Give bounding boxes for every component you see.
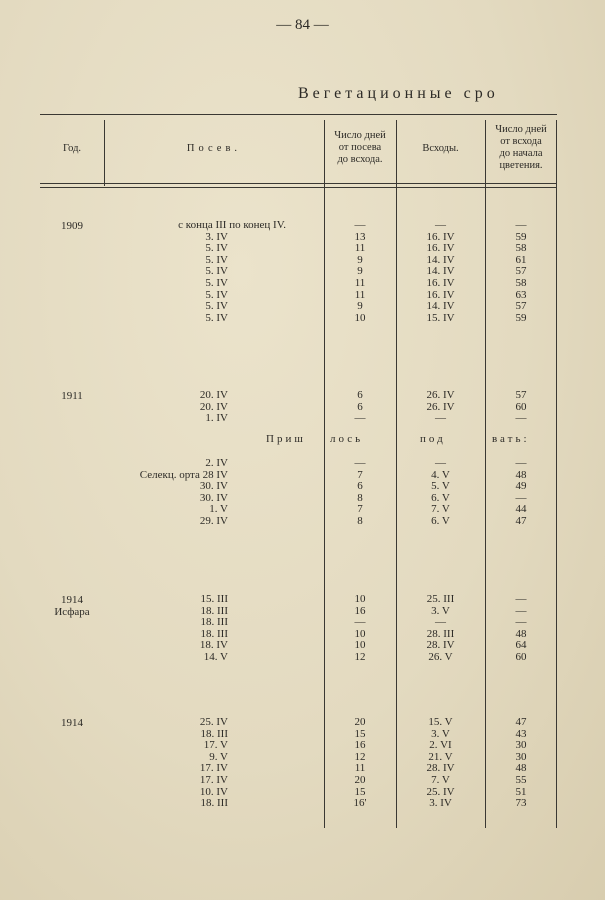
days-to-flowering-cell: 48 bbox=[515, 762, 527, 775]
emergence-cell: 26. IV bbox=[426, 400, 455, 413]
days-to-flowering-cell: 58 bbox=[515, 242, 527, 255]
location-label: Исфара bbox=[54, 605, 90, 618]
table-top-rule bbox=[40, 114, 557, 115]
days-to-flowering-cell: 73 bbox=[515, 797, 527, 810]
emergence-cell: 16. IV bbox=[426, 277, 455, 289]
days-to-emergence-cell: 20 bbox=[354, 774, 366, 786]
emergence-cell: — bbox=[435, 412, 446, 425]
emergence-cell: 26. IV bbox=[426, 389, 455, 401]
sowing-cell: 5. IV bbox=[205, 311, 228, 324]
days-to-emergence-cell: 11 bbox=[354, 288, 366, 301]
sowing-cell: 29. IV bbox=[199, 515, 228, 527]
days-to-emergence-cell: — bbox=[354, 457, 366, 469]
emergence-cell: 28. IV bbox=[426, 762, 455, 775]
sowing-cell: 17. IV bbox=[199, 762, 228, 775]
sowing-cell: 10. IV bbox=[199, 785, 228, 798]
days-to-emergence-cell: 10 bbox=[354, 639, 366, 652]
days-to-flowering-cell: 60 bbox=[515, 651, 527, 663]
header-rule-double bbox=[40, 187, 557, 188]
emergence-cell: 6. V bbox=[431, 515, 450, 527]
header-line: до всхода. bbox=[337, 154, 383, 165]
emergence-cell: 16. IV bbox=[426, 230, 455, 243]
note-part: Приш bbox=[266, 433, 306, 445]
note-part: лось bbox=[330, 433, 364, 445]
days-to-flowering-cell: — bbox=[515, 457, 527, 469]
emergence-cell: 16. IV bbox=[426, 242, 455, 255]
header-sowing: Посев. bbox=[186, 143, 242, 154]
days-to-flowering-cell: — bbox=[515, 219, 527, 231]
days-to-flowering-cell: 60 bbox=[515, 400, 527, 413]
days-to-flowering-cell: 55 bbox=[515, 774, 527, 786]
days-to-flowering-cell: 44 bbox=[515, 503, 527, 516]
days-to-emergence-cell: 8 bbox=[357, 491, 363, 504]
sowing-cell: 5. IV bbox=[205, 277, 228, 289]
emergence-cell: — bbox=[435, 616, 446, 629]
days-to-flowering-cell: — bbox=[515, 604, 527, 617]
col-divider bbox=[396, 120, 397, 828]
emergence-cell: 25. IV bbox=[426, 785, 455, 798]
year-label: 1914 bbox=[61, 594, 83, 606]
emergence-cell: 3. V bbox=[431, 604, 450, 617]
days-to-flowering-cell: 59 bbox=[515, 230, 527, 243]
days-to-emergence-cell: 10 bbox=[354, 627, 366, 640]
col-divider bbox=[556, 120, 557, 828]
sowing-cell: 18. III bbox=[200, 627, 228, 640]
days-to-emergence-cell: 11 bbox=[354, 242, 366, 255]
days-to-flowering-cell: — bbox=[515, 491, 527, 504]
table-title: Вегетационные сро bbox=[298, 85, 499, 102]
days-to-flowering-cell: 59 bbox=[515, 311, 527, 324]
days-to-emergence-cell: 12 bbox=[354, 651, 366, 663]
days-to-emergence-cell: 6 bbox=[357, 389, 363, 401]
days-to-flowering-cell: 64 bbox=[515, 639, 527, 652]
days-to-emergence-cell: 9 bbox=[357, 300, 363, 313]
sowing-cell: 18. IV bbox=[199, 639, 228, 652]
days-to-emergence-cell: 16 bbox=[354, 604, 366, 617]
header-line: Число дней bbox=[495, 124, 547, 135]
days-to-flowering-cell: 43 bbox=[515, 727, 527, 740]
sowing-cell: 20. IV bbox=[199, 389, 228, 401]
emergence-cell: 16. IV bbox=[426, 288, 455, 301]
emergence-cell: 2. VI bbox=[429, 739, 452, 752]
days-to-emergence-cell: 16 bbox=[354, 739, 366, 752]
sowing-cell: 25. IV bbox=[199, 716, 228, 728]
days-to-emergence-cell: 10 bbox=[354, 311, 366, 324]
sowing-cell: 5. IV bbox=[205, 253, 228, 266]
emergence-cell: 7. V bbox=[431, 503, 450, 516]
sowing-cell: 1. IV bbox=[205, 412, 228, 425]
emergence-cell: 14. IV bbox=[426, 253, 455, 266]
sowing-cell: 30. IV bbox=[199, 491, 228, 504]
emergence-cell: 3. IV bbox=[429, 797, 452, 810]
days-to-flowering-cell: — bbox=[515, 616, 527, 629]
sowing-cell: с конца III по конец IV. bbox=[178, 219, 286, 231]
note-part: под bbox=[420, 433, 446, 445]
header-year: Год. bbox=[62, 143, 82, 154]
col-divider bbox=[324, 120, 325, 828]
header-rule bbox=[40, 183, 557, 184]
header-line: до начала bbox=[499, 148, 543, 159]
year-label: 1911 bbox=[61, 390, 83, 402]
sowing-cell: 20. IV bbox=[199, 400, 228, 413]
days-to-flowering-cell: 57 bbox=[515, 389, 527, 401]
emergence-cell: 26. V bbox=[428, 651, 453, 663]
sowing-cell: 30. IV bbox=[199, 480, 228, 493]
days-to-emergence-cell: 11 bbox=[354, 277, 366, 289]
sowing-cell: 18. III bbox=[200, 616, 228, 629]
days-to-flowering-cell: 58 bbox=[515, 277, 527, 289]
days-to-flowering-cell: 61 bbox=[515, 253, 527, 266]
sowing-cell: 5. IV bbox=[205, 288, 228, 301]
emergence-cell: 6. V bbox=[431, 491, 450, 504]
sowing-cell: 17. V bbox=[203, 739, 228, 752]
sowing-cell: 18. III bbox=[200, 604, 228, 617]
sowing-cell: 5. IV bbox=[205, 300, 228, 313]
days-to-emergence-cell: 7 bbox=[357, 468, 363, 481]
days-to-emergence-cell: 9 bbox=[357, 265, 363, 278]
emergence-cell: 15. IV bbox=[426, 311, 455, 324]
emergence-cell: 21. V bbox=[428, 750, 453, 763]
header-line: от всхода bbox=[500, 136, 542, 147]
days-to-emergence-cell: 11 bbox=[354, 762, 366, 775]
days-to-emergence-cell: 13 bbox=[354, 230, 366, 243]
note-part: вать: bbox=[492, 433, 530, 445]
sowing-cell: 14. V bbox=[203, 651, 228, 663]
days-to-emergence-cell: 8 bbox=[357, 515, 363, 527]
col-divider bbox=[485, 120, 486, 828]
emergence-cell: 3. V bbox=[431, 727, 450, 740]
days-to-emergence-cell: 7 bbox=[357, 503, 363, 516]
days-to-flowering-cell: — bbox=[515, 412, 527, 425]
header-line: от посева bbox=[338, 142, 382, 153]
emergence-cell: 14. IV bbox=[426, 300, 455, 313]
sowing-cell: Селекц. орта 28 IV bbox=[139, 468, 228, 481]
days-to-emergence-cell: — bbox=[354, 219, 366, 231]
emergence-cell: 14. IV bbox=[426, 265, 455, 278]
days-to-emergence-cell: — bbox=[354, 616, 366, 629]
days-to-flowering-cell: 57 bbox=[515, 300, 527, 313]
days-to-emergence-cell: 10 bbox=[354, 593, 366, 605]
sowing-cell: 5. IV bbox=[205, 265, 228, 278]
page-number: — 84 — bbox=[276, 17, 329, 33]
days-to-emergence-cell: 15 bbox=[354, 785, 366, 798]
days-to-flowering-cell: 48 bbox=[515, 468, 527, 481]
days-to-emergence-cell: 6 bbox=[357, 400, 363, 413]
sowing-cell: 2. IV bbox=[205, 457, 228, 469]
emergence-cell: — bbox=[435, 457, 446, 469]
emergence-cell: 28. III bbox=[426, 627, 455, 640]
sowing-cell: 18. III bbox=[200, 727, 228, 740]
header-line: Число дней bbox=[334, 130, 386, 141]
days-to-emergence-cell: 20 bbox=[354, 716, 366, 728]
year-label: 1909 bbox=[61, 220, 83, 232]
days-to-emergence-cell: 16' bbox=[353, 797, 367, 810]
days-to-flowering-cell: 63 bbox=[515, 288, 527, 301]
days-to-flowering-cell: 30 bbox=[515, 750, 527, 763]
emergence-cell: 4. V bbox=[431, 468, 450, 481]
header-days-to-emergence bbox=[326, 130, 394, 166]
days-to-emergence-cell: — bbox=[354, 412, 366, 425]
days-to-flowering-cell: 48 bbox=[515, 627, 527, 640]
year-label: 1914 bbox=[61, 717, 83, 729]
emergence-cell: 5. V bbox=[431, 480, 450, 493]
days-to-emergence-cell: 12 bbox=[354, 750, 366, 763]
days-to-flowering-cell: 57 bbox=[515, 265, 527, 278]
col-divider bbox=[104, 120, 105, 186]
days-to-flowering-cell: 49 bbox=[515, 480, 527, 493]
emergence-cell: 15. V bbox=[428, 716, 453, 728]
days-to-emergence-cell: 15 bbox=[354, 727, 366, 740]
header-emergence: Всходы. bbox=[422, 143, 459, 154]
sowing-cell: 3. IV bbox=[205, 230, 228, 243]
days-to-flowering-cell: 47 bbox=[515, 515, 527, 527]
sowing-cell: 1. V bbox=[209, 503, 228, 516]
days-to-flowering-cell: — bbox=[515, 593, 527, 605]
days-to-flowering-cell: 30 bbox=[515, 739, 527, 752]
header-days-to-flowering bbox=[487, 124, 555, 172]
emergence-cell: 28. IV bbox=[426, 639, 455, 652]
sowing-cell: 15. III bbox=[200, 593, 228, 605]
sowing-cell: 9. V bbox=[209, 750, 228, 763]
sowing-cell: 17. IV bbox=[199, 774, 228, 786]
sowing-cell: 5. IV bbox=[205, 242, 228, 255]
days-to-emergence-cell: 6 bbox=[357, 480, 363, 493]
sowing-cell: 18. III bbox=[200, 797, 228, 810]
days-to-flowering-cell: 51 bbox=[515, 785, 527, 798]
emergence-cell: 7. V bbox=[431, 774, 450, 786]
days-to-emergence-cell: 9 bbox=[357, 253, 363, 266]
emergence-cell: 25. III bbox=[426, 593, 455, 605]
header-line: цветения. bbox=[499, 160, 543, 171]
emergence-cell: — bbox=[435, 219, 446, 231]
days-to-flowering-cell: 47 bbox=[515, 716, 527, 728]
